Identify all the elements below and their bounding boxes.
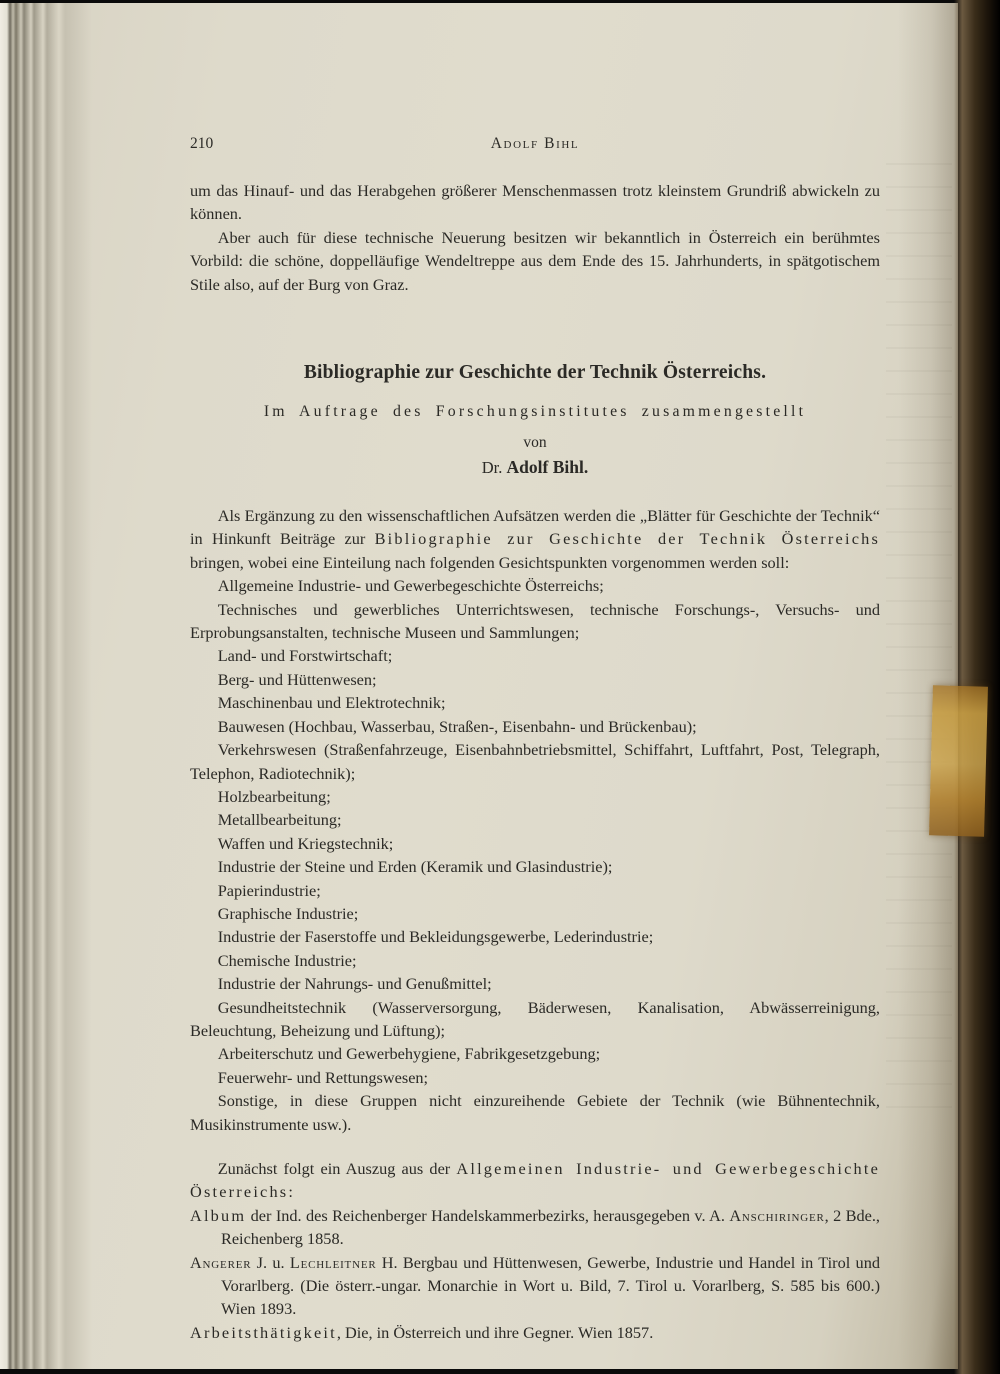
category-list-item: Chemische Industrie; — [217, 950, 357, 970]
text-segment-normal: , 2 Bde., Reichenberg 1858. — [220, 1205, 880, 1249]
text-segment-normal: der Ind. des Reichenberger Handelskammerbezirks, herausgegeben v. A. — [246, 1205, 730, 1225]
category-list-item: Arbeiterschutz und Gewerbehygiene, Fabrikgesetzgebung; — [217, 1044, 601, 1064]
category-list-item: Industrie der Nahrungs- und Genußmittel; — [217, 974, 492, 994]
category-list-item: Maschinenbau und Elektrotechnik; — [217, 693, 446, 713]
category-list-item: Technisches und gewerbliches Unterrichtswesen, technische Forschungs-, Versuchs- und Erprobungsanstalten, technische Museen und Sammlungen; — [190, 599, 880, 643]
category-list-item: Sonstige, in diese Gruppen nicht einzureihende Gebiete der Technik (wie Bühnentechnik, Musikinstrumente usw.). — [190, 1091, 880, 1134]
book-binding-edge — [0, 3, 92, 1369]
intro-paragraph-2: Aber auch für diese technische Neuerung besitzen wir bekanntlich in Österreich ein berühmtes Vorbild: die schöne, doppelläufige Wendeltreppe aus dem Ende des 15. Jahrhunderts, in spätgotischem Stile also, auf der Burg von Graz. — [190, 227, 880, 294]
category-list-item: Holzbearbeitung; — [217, 786, 331, 806]
category-list-item: Berg- und Hüttenwesen; — [217, 669, 377, 689]
category-list-item: Waffen und Kriegstechnik; — [217, 833, 394, 853]
text-segment-normal: Zunächst folgt ein Auszug aus der — [217, 1159, 457, 1178]
category-list-item: Industrie der Steine und Erden (Keramik und Glasindustrie); — [217, 857, 613, 877]
text-segment-smallcaps: Anschiringer — [729, 1205, 825, 1225]
article-title: Bibliographie zur Geschichte der Technik Österreichs. — [303, 362, 767, 384]
category-list — [190, 574, 880, 1136]
text-segment-normal: Als Ergänzung zu den wissenschaftlichen Aufsätzen werden die „Blätter für Geschichte der Technik“ in Hinkunft Beiträge zur — [190, 506, 880, 549]
text-segment-spaced: Arbeitsthätigkeit — [190, 1322, 337, 1342]
page-content — [190, 135, 880, 1344]
article-lead-paragraph — [190, 504, 880, 574]
text-segment-smallcaps: Angerer — [190, 1252, 252, 1272]
text-segment-spaced: Bibliographie zur Geschichte der Technik Österreichs — [374, 529, 881, 549]
category-list-item: Papierindustrie; — [217, 880, 321, 900]
category-list-item: Bauwesen (Hochbau, Wasserbau, Straßen-, Eisenbahn- und Brückenbau); — [217, 716, 697, 736]
bibliography-entry — [190, 1251, 880, 1321]
bibliography-entry — [190, 1321, 880, 1344]
text-segment-normal: bringen, wobei eine Einteilung nach folgenden Gesichtspunkten vorgenommen werden soll: — [190, 552, 790, 572]
byline-title: Dr. — [481, 458, 507, 478]
bibliography-list — [190, 1204, 880, 1344]
category-list-item: Land- und Forstwirtschaft; — [217, 646, 393, 666]
running-header — [190, 135, 880, 157]
byline — [190, 457, 880, 478]
text-segment-spaced: Album — [190, 1205, 247, 1225]
byline-name: Adolf Bihl. — [506, 457, 589, 478]
article-subtitle: Im Auftrage des Forschungsinstitutes zusammengestellt — [263, 403, 807, 421]
text-segment-normal: : — [288, 1182, 293, 1202]
category-list-item: Gesundheitstechnik (Wasserversorgung, Bäderwesen, Kanalisation, Abwässerreinigung, Beleuchtung, Beheizung und Lüftung); — [190, 997, 880, 1040]
category-list-item: Feuerwehr- und Rettungswesen; — [217, 1067, 429, 1087]
book-page — [0, 3, 958, 1369]
text-segment-normal: , Die, in Österreich und ihre Gegner. Wien 1857. — [336, 1322, 654, 1342]
page-number: 210 — [190, 135, 214, 152]
category-list-item: Graphische Industrie; — [217, 903, 359, 923]
intro-paragraph-1: um das Hinauf- und das Herabgehen größerer Menschenmassen trotz kleinstem Grundriß abwickeln zu können. — [190, 181, 880, 224]
category-list-item: Metallbearbeitung; — [217, 810, 342, 830]
running-header-author: Adolf Bihl — [490, 135, 580, 152]
text-segment-smallcaps: Lechleitner — [289, 1252, 377, 1272]
text-segment-normal: J. u. — [251, 1252, 290, 1272]
text-segment-spaced: Allgemeinen Industrie- und Gewerbegeschichte Österreichs — [190, 1159, 881, 1202]
category-list-item: Allgemeine Industrie- und Gewerbegeschichte Österreichs; — [217, 576, 604, 596]
category-list-item: Verkehrswesen (Straßenfahrzeuge, Eisenbahnbetriebsmittel, Schiffahrt, Luftfahrt, Post, Telegraph, Telephon, Radiotechnik); — [190, 740, 880, 783]
byline-von: von — [523, 434, 547, 452]
category-list-item: Industrie der Faserstoffe und Bekleidungsgewerbe, Lederindustrie; — [217, 927, 654, 947]
text-segment-normal: H. Bergbau und Hüttenwesen, Gewerbe, Industrie und Handel in Tirol und Vorarlberg. (Die österr.-ungar. Monarchie in Wort u. Bild, 7. Tirol u. Vorarlberg, S. 585 bis 600.) Wien 1893. — [220, 1252, 880, 1319]
transition-paragraph — [190, 1157, 880, 1204]
bibliography-entry — [190, 1204, 880, 1251]
tape-artifact — [929, 685, 988, 836]
